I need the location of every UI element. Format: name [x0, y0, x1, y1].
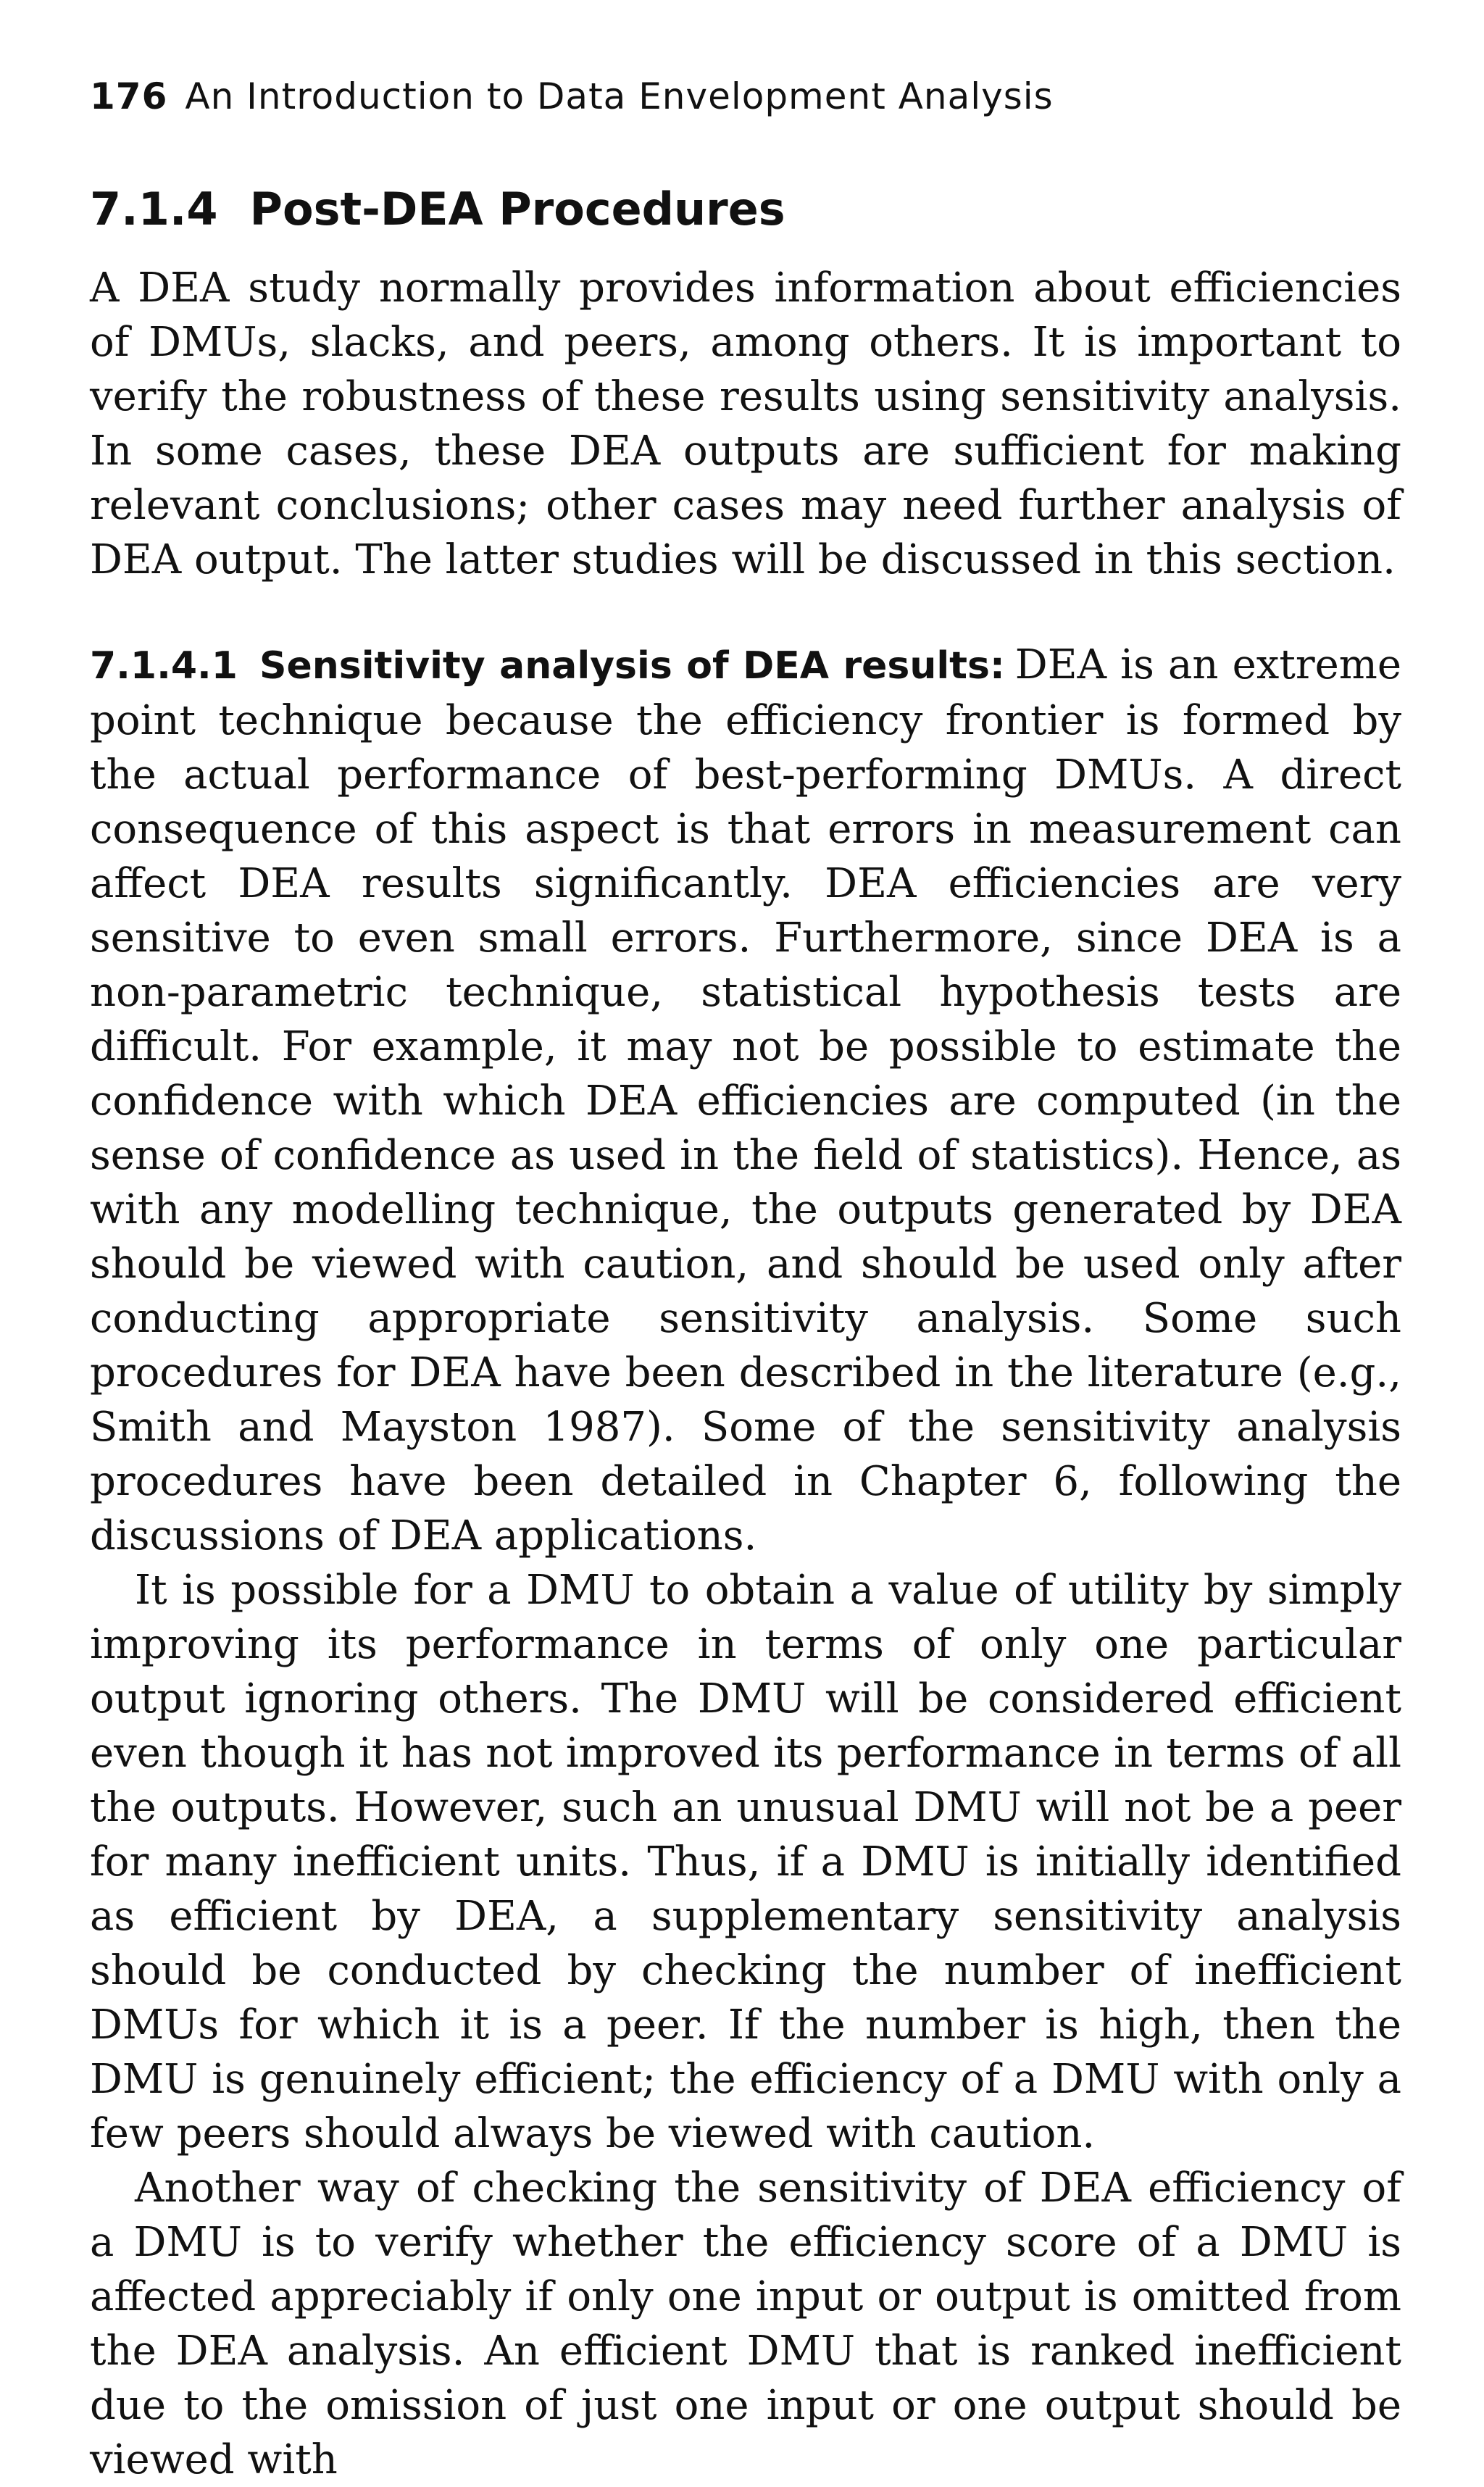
section-number: 7.1.4 [90, 183, 218, 236]
intro-paragraph: A DEA study normally provides information about efficiencies of DMUs, slacks, and peers, among others. It is important to verify the robustness of these results using sensitivity analysis. In some cases, these DEA outputs are sufficient for making relevant conclusions; other cases may need further analysis of DEA output. The latter studies will be discussed in this section. [90, 264, 1401, 583]
running-head [90, 75, 1054, 117]
book-page [90, 0, 1401, 2483]
section-title: Post-DEA Procedures [249, 183, 785, 236]
subsection-number: 7.1.4.1 [90, 644, 238, 688]
book-title: An Introduction to Data Envelopment Analysis [185, 75, 1054, 117]
page-number: 176 [90, 75, 168, 117]
subsection-paragraph-2: It is possible for a DMU to obtain a value of utility by simply improving its performance in terms of only one particular output ignoring others. The DMU will be considered efficient even though it has not improved its performance in terms of all the outputs. However, such an unusual DMU will not be a peer for many inefficient units. Thus, if a DMU is initially identified as efficient by DEA, a supplementary sensitivity analysis should be conducted by checking the number of inefficient DMUs for which it is a peer. If the number is high, then the DMU is genuinely efficient; the efficiency of a DMU with only a few peers should always be viewed with caution. [90, 1567, 1401, 2157]
section-heading [90, 183, 785, 236]
section-intro [90, 261, 1401, 587]
subsection-title: Sensitivity analysis of DEA results: [259, 644, 1005, 688]
subsection-body [90, 638, 1401, 2487]
subsection-paragraph-3: Another way of checking the sensitivity of DEA efficiency of a DMU is to verify whether the efficiency score of a DMU is affected appreciably if only one input or output is omitted from the DEA analysis. An efficient DMU that is ranked inefficient due to the omission of just one input or one output should be viewed with [90, 2165, 1401, 2483]
paragraph-text: DEA is an extreme point technique because the efficiency frontier is formed by the actual performance of best-performing DMUs. A direct consequence of this aspect is that errors in measurement can affect DEA results significantly. DEA efficiencies are very sensitive to even small errors. Furthermore, since DEA is a non-parametric technique, statistical hypothesis tests are difficult. For example, it may not be possible to estimate the confidence with which DEA efficiencies are computed (in the sense of confidence as used in the field of statistics). Hence, as with any modelling technique, the outputs generated by DEA should be viewed with caution, and should be used only after conducting appropriate sensitivity analysis. Some such procedures for DEA have been described in the literature (e.g., Smith and Mayston 1987). Some of the sensitivity analysis procedures have been detailed in Chapter 6, following the discussions of DEA applications. [90, 641, 1401, 1559]
subsection-paragraph-1 [90, 638, 1401, 1563]
